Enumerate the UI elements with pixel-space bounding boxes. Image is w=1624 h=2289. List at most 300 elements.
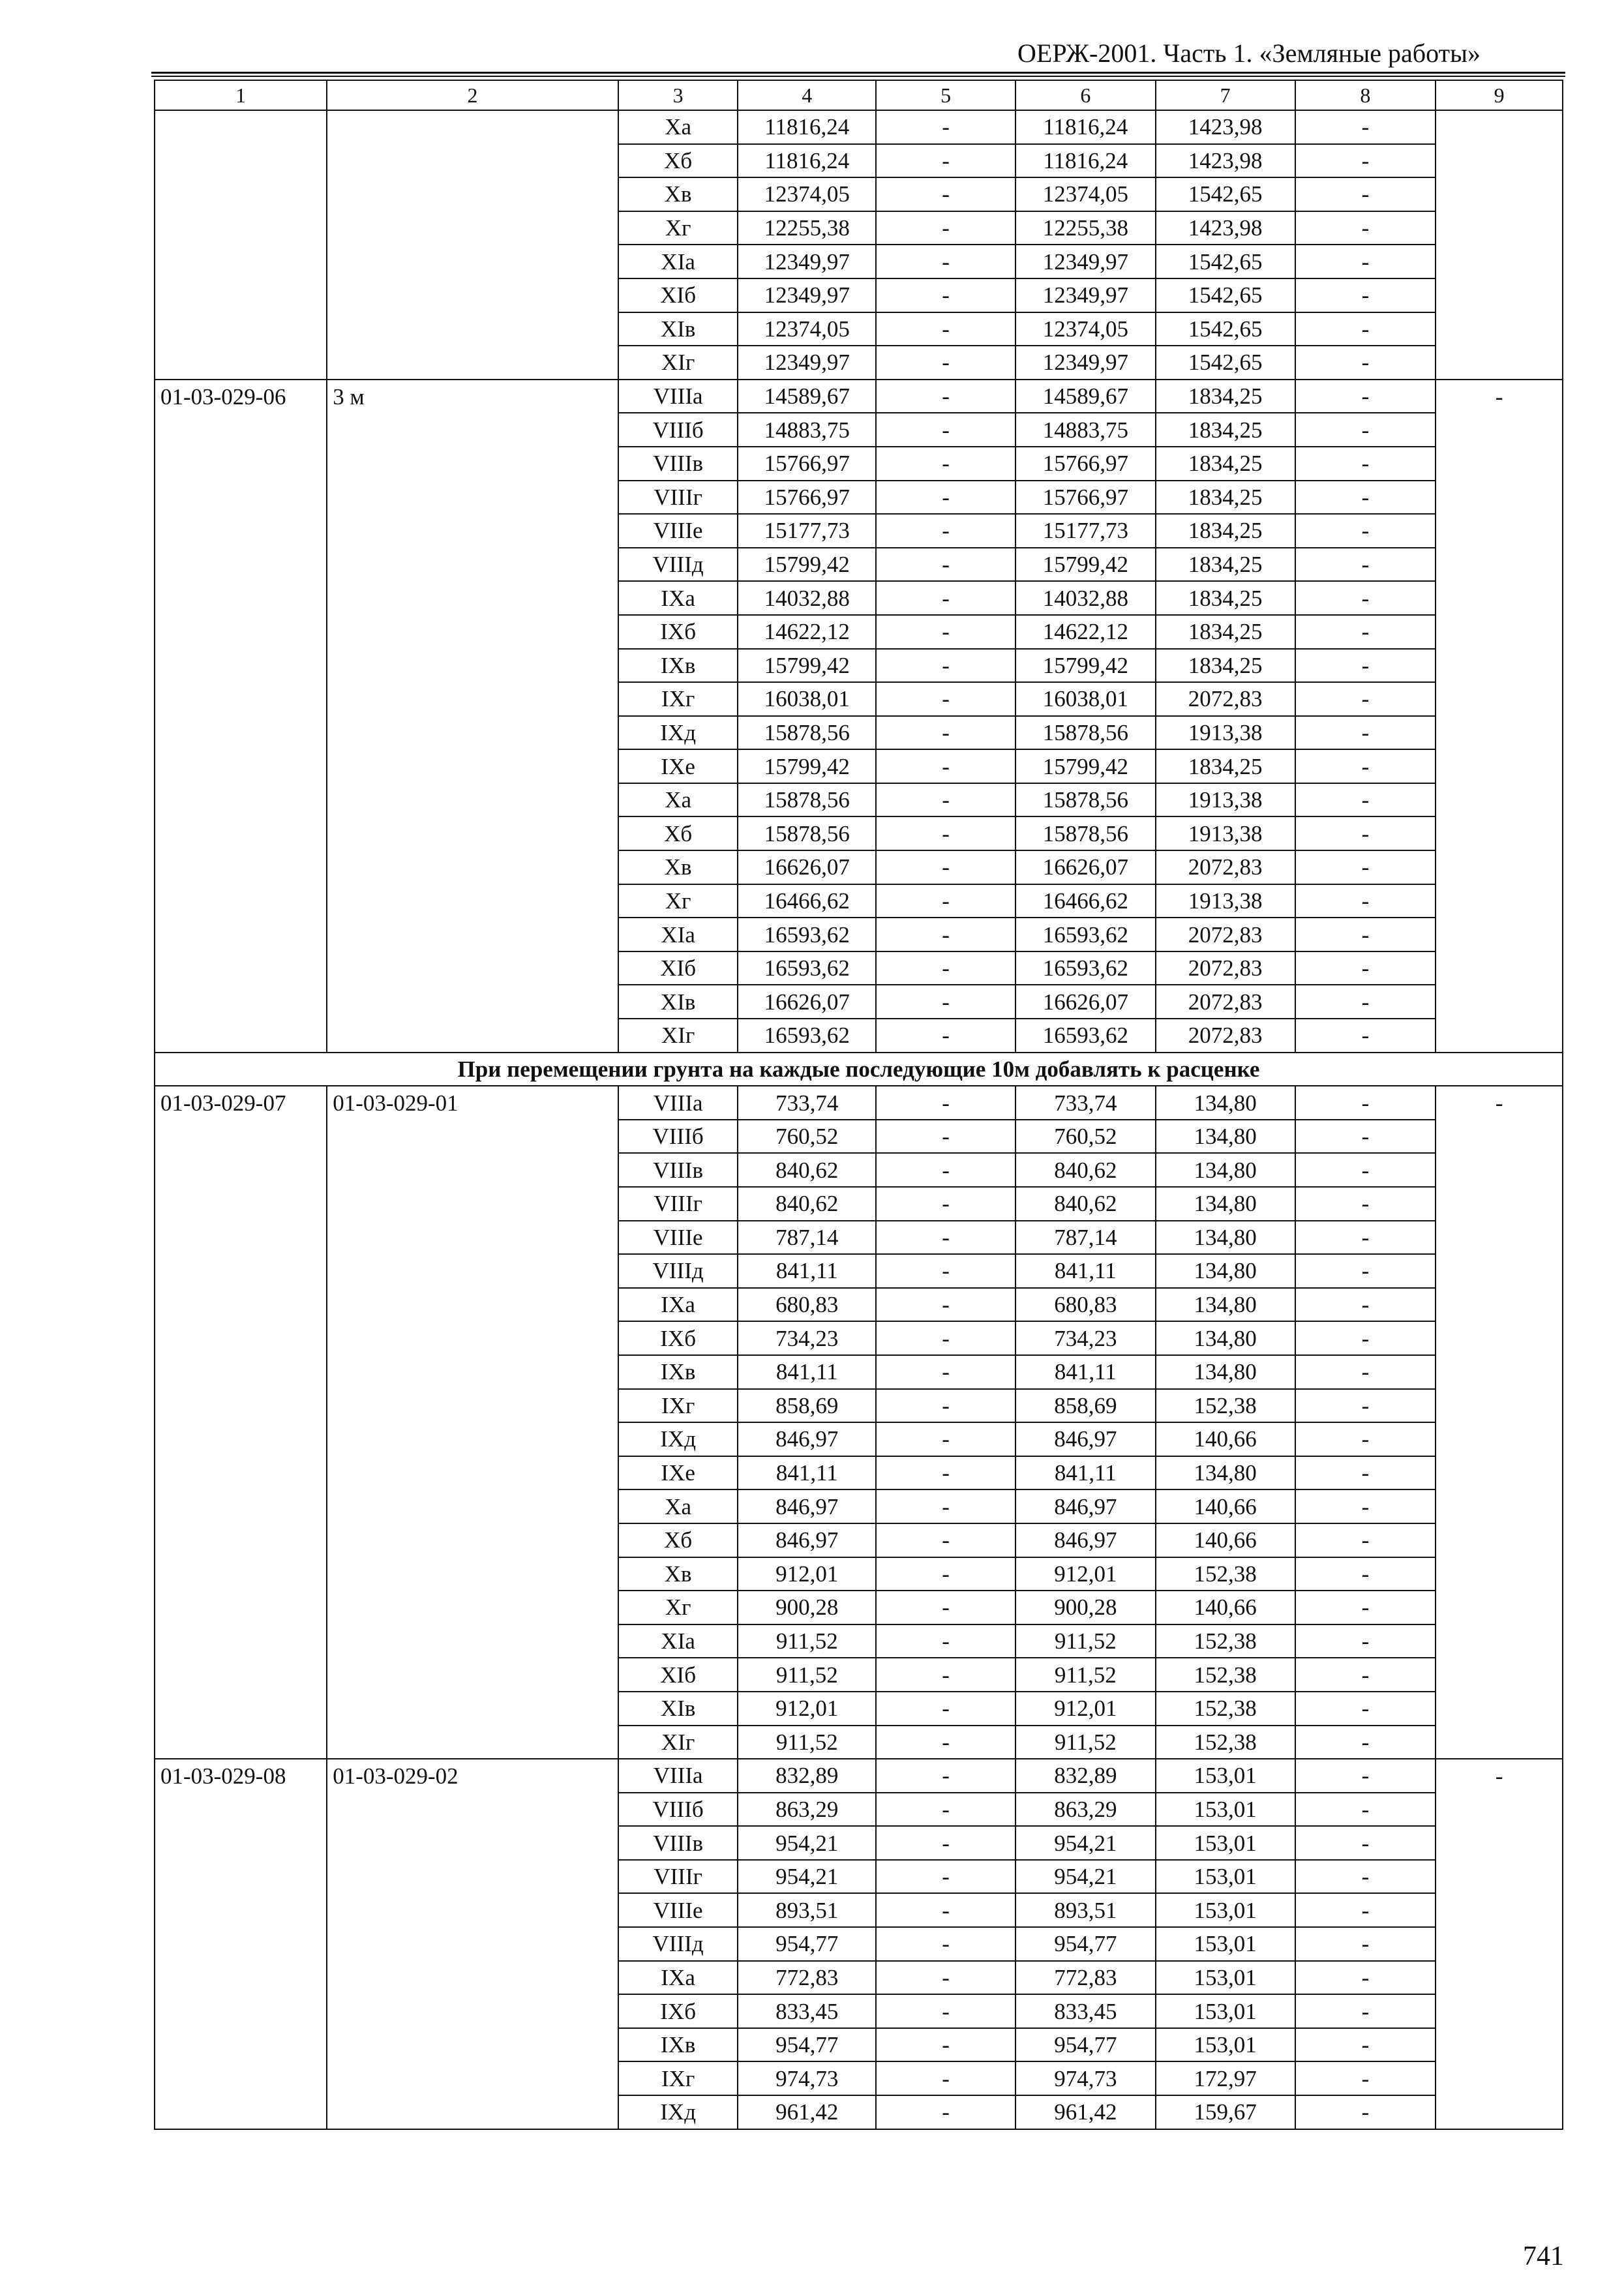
col7-value-cell: 2072,83 [1156,1019,1295,1053]
col8-value-cell: - [1295,1759,1436,1793]
col6-value-cell: 912,01 [1015,1692,1156,1726]
group-cell: IXг [618,2061,738,2095]
col7-value-cell: 153,01 [1156,2028,1295,2062]
col6-value-cell: 841,11 [1015,1355,1156,1389]
col4-value-cell: 840,62 [738,1153,876,1187]
col5-value-cell: - [876,1692,1015,1726]
col8-value-cell: - [1295,413,1436,447]
column-number: 5 [876,80,1015,110]
col5-value-cell: - [876,1726,1015,1759]
col6-value-cell: 12255,38 [1015,211,1156,245]
col8-value-cell: - [1295,1726,1436,1759]
col4-value-cell: 858,69 [738,1389,876,1423]
col5-value-cell: - [876,1086,1015,1120]
col6-value-cell: 15799,42 [1015,649,1156,683]
group-cell: IXг [618,682,738,716]
col6-value-cell: 900,28 [1015,1591,1156,1624]
col8-value-cell: - [1295,380,1436,413]
col5-value-cell: - [876,1422,1015,1456]
col7-value-cell: 140,66 [1156,1422,1295,1456]
col8-value-cell: - [1295,749,1436,783]
col8-value-cell: - [1295,918,1436,951]
col4-value-cell: 12374,05 [738,177,876,211]
col8-value-cell: - [1295,2061,1436,2095]
col5-value-cell: - [876,514,1015,548]
col5-value-cell: - [876,1557,1015,1591]
col4-value-cell: 680,83 [738,1288,876,1322]
col5-value-cell: - [876,985,1015,1019]
col7-value-cell: 140,66 [1156,1591,1295,1624]
col5-value-cell: - [876,177,1015,211]
col7-value-cell: 153,01 [1156,1759,1295,1793]
group-cell: VIIIг [618,1860,738,1894]
table-row [155,110,1563,144]
col5-value-cell: - [876,548,1015,582]
group-cell: Xв [618,1557,738,1591]
col6-value-cell: 846,97 [1015,1489,1156,1523]
col6-value-cell: 15799,42 [1015,749,1156,783]
col4-value-cell: 912,01 [738,1557,876,1591]
group-cell: IXг [618,1389,738,1423]
col6-value-cell: 16466,62 [1015,884,1156,918]
col7-value-cell: 134,80 [1156,1254,1295,1288]
col4-value-cell: 16626,07 [738,850,876,884]
col7-value-cell: 1423,98 [1156,211,1295,245]
col7-value-cell: 152,38 [1156,1726,1295,1759]
col8-value-cell: - [1295,850,1436,884]
col8-value-cell: - [1295,481,1436,515]
col6-value-cell: 14589,67 [1015,380,1156,413]
group-cell: XIг [618,346,738,380]
col4-value-cell: 15878,56 [738,816,876,850]
col8-value-cell: - [1295,1893,1436,1927]
col5-value-cell: - [876,1019,1015,1053]
table-body [155,80,1563,2129]
col7-value-cell: 134,80 [1156,1086,1295,1120]
col6-value-cell: 772,83 [1015,1961,1156,1995]
col7-value-cell: 159,67 [1156,2095,1295,2129]
col8-value-cell: - [1295,110,1436,144]
col5-value-cell: - [876,1624,1015,1658]
col8-value-cell: - [1295,1994,1436,2028]
group-cell: IXд [618,1422,738,1456]
column-number: 3 [618,80,738,110]
price-table [154,80,1563,2130]
col8-value-cell: - [1295,1624,1436,1658]
col6-value-cell: 954,21 [1015,1826,1156,1860]
group-cell: XIв [618,1692,738,1726]
col6-value-cell: 911,52 [1015,1624,1156,1658]
col5-value-cell: - [876,278,1015,312]
col6-value-cell: 15766,97 [1015,447,1156,481]
col8-value-cell: - [1295,2028,1436,2062]
col4-value-cell: 12349,97 [738,346,876,380]
col7-value-cell: 1913,38 [1156,716,1295,750]
col6-value-cell: 954,77 [1015,2028,1156,2062]
page-header-title: ОЕРЖ-2001. Часть 1. «Земляные работы» [1017,38,1481,68]
col5-value-cell: - [876,413,1015,447]
col6-value-cell: 911,52 [1015,1726,1156,1759]
col4-value-cell: 954,21 [738,1860,876,1894]
col6-value-cell: 15878,56 [1015,783,1156,817]
col4-value-cell: 11816,24 [738,144,876,178]
col5-value-cell: - [876,1221,1015,1255]
col8-value-cell: - [1295,1120,1436,1154]
col4-value-cell: 16593,62 [738,918,876,951]
col8-value-cell: - [1295,1254,1436,1288]
col4-value-cell: 16593,62 [738,1019,876,1053]
description-cell [327,110,618,380]
col7-value-cell: 2072,83 [1156,682,1295,716]
group-cell: VIIIa [618,1086,738,1120]
col4-value-cell: 16593,62 [738,951,876,985]
code-cell: 01-03-029-07 [155,1086,327,1759]
group-cell: Xг [618,211,738,245]
col9-cell: - [1436,1759,1563,2129]
col8-value-cell: - [1295,1422,1436,1456]
note-text: При перемещении грунта на каждые последующие 10м добавлять к расценке [155,1053,1563,1086]
col7-value-cell: 1834,25 [1156,581,1295,615]
col8-value-cell: - [1295,1288,1436,1322]
col8-value-cell: - [1295,144,1436,178]
col5-value-cell: - [876,2095,1015,2129]
group-cell: IXв [618,2028,738,2062]
code-cell [155,110,327,380]
col7-value-cell: 1913,38 [1156,783,1295,817]
col8-value-cell: - [1295,1961,1436,1995]
col8-value-cell: - [1295,1019,1436,1053]
col7-value-cell: 1423,98 [1156,110,1295,144]
col7-value-cell: 134,80 [1156,1355,1295,1389]
group-cell: VIIIг [618,1187,738,1221]
col5-value-cell: - [876,581,1015,615]
col5-value-cell: - [876,1658,1015,1692]
col5-value-cell: - [876,2061,1015,2095]
col5-value-cell: - [876,1254,1015,1288]
col4-value-cell: 15799,42 [738,749,876,783]
column-number: 7 [1156,80,1295,110]
col8-value-cell: - [1295,1389,1436,1423]
col4-value-cell: 846,97 [738,1489,876,1523]
col4-value-cell: 974,73 [738,2061,876,2095]
col4-value-cell: 840,62 [738,1187,876,1221]
col8-value-cell: - [1295,1692,1436,1726]
col8-value-cell: - [1295,1086,1436,1120]
col6-value-cell: 680,83 [1015,1288,1156,1322]
col5-value-cell: - [876,1860,1015,1894]
col7-value-cell: 1542,65 [1156,346,1295,380]
col6-value-cell: 846,97 [1015,1523,1156,1557]
group-cell: Xб [618,1523,738,1557]
group-cell: XIг [618,1726,738,1759]
group-cell: Xв [618,850,738,884]
col7-value-cell: 140,66 [1156,1523,1295,1557]
table-row [155,1759,1563,1793]
column-number: 4 [738,80,876,110]
col4-value-cell: 16466,62 [738,884,876,918]
col5-value-cell: - [876,2028,1015,2062]
col6-value-cell: 893,51 [1015,1893,1156,1927]
group-cell: XIa [618,918,738,951]
column-number: 2 [327,80,618,110]
col8-value-cell: - [1295,1557,1436,1591]
col4-value-cell: 734,23 [738,1321,876,1355]
col4-value-cell: 16626,07 [738,985,876,1019]
code-cell: 01-03-029-08 [155,1759,327,2129]
col4-value-cell: 846,97 [738,1422,876,1456]
col7-value-cell: 1834,25 [1156,380,1295,413]
col4-value-cell: 15766,97 [738,481,876,515]
col5-value-cell: - [876,1591,1015,1624]
col7-value-cell: 134,80 [1156,1221,1295,1255]
col8-value-cell: - [1295,1826,1436,1860]
col4-value-cell: 15878,56 [738,716,876,750]
col7-value-cell: 1834,25 [1156,413,1295,447]
col4-value-cell: 954,77 [738,2028,876,2062]
col5-value-cell: - [876,110,1015,144]
col4-value-cell: 15766,97 [738,447,876,481]
col8-value-cell: - [1295,1153,1436,1187]
col5-value-cell: - [876,144,1015,178]
col6-value-cell: 12349,97 [1015,278,1156,312]
table-row [155,380,1563,413]
col6-value-cell: 787,14 [1015,1221,1156,1255]
col6-value-cell: 911,52 [1015,1658,1156,1692]
col4-value-cell: 15878,56 [738,783,876,817]
col5-value-cell: - [876,1153,1015,1187]
col5-value-cell: - [876,245,1015,278]
col4-value-cell: 911,52 [738,1624,876,1658]
col4-value-cell: 911,52 [738,1726,876,1759]
col6-value-cell: 733,74 [1015,1086,1156,1120]
column-number: 6 [1015,80,1156,110]
col6-value-cell: 12349,97 [1015,346,1156,380]
col6-value-cell: 846,97 [1015,1422,1156,1456]
col8-value-cell: - [1295,1355,1436,1389]
col6-value-cell: 15766,97 [1015,481,1156,515]
col7-value-cell: 2072,83 [1156,850,1295,884]
group-cell: IXa [618,581,738,615]
col5-value-cell: - [876,682,1015,716]
table-row [155,1086,1563,1120]
col6-value-cell: 12374,05 [1015,312,1156,346]
col5-value-cell: - [876,1489,1015,1523]
group-cell: VIIIе [618,1221,738,1255]
col6-value-cell: 841,11 [1015,1456,1156,1490]
col7-value-cell: 140,66 [1156,1489,1295,1523]
col5-value-cell: - [876,1927,1015,1961]
col5-value-cell: - [876,481,1015,515]
group-cell: IXв [618,1355,738,1389]
col4-value-cell: 911,52 [738,1658,876,1692]
col7-value-cell: 152,38 [1156,1557,1295,1591]
col5-value-cell: - [876,1456,1015,1490]
col4-value-cell: 841,11 [738,1456,876,1490]
col4-value-cell: 863,29 [738,1793,876,1827]
col4-value-cell: 15799,42 [738,649,876,683]
col4-value-cell: 900,28 [738,1591,876,1624]
col8-value-cell: - [1295,1321,1436,1355]
group-cell: VIIIе [618,514,738,548]
col6-value-cell: 15878,56 [1015,816,1156,850]
group-cell: Xa [618,1489,738,1523]
col5-value-cell: - [876,380,1015,413]
group-cell: VIIIе [618,1893,738,1927]
col8-value-cell: - [1295,1187,1436,1221]
description-cell: 01-03-029-02 [327,1759,618,2129]
group-cell: Xa [618,110,738,144]
col6-value-cell: 14883,75 [1015,413,1156,447]
col7-value-cell: 134,80 [1156,1120,1295,1154]
group-cell: VIIIв [618,447,738,481]
group-cell: XIa [618,1624,738,1658]
col8-value-cell: - [1295,783,1436,817]
col7-value-cell: 1542,65 [1156,312,1295,346]
col4-value-cell: 14622,12 [738,615,876,649]
group-cell: IXa [618,1288,738,1322]
col8-value-cell: - [1295,211,1436,245]
col5-value-cell: - [876,749,1015,783]
header-rule [151,72,1565,74]
column-number: 1 [155,80,327,110]
col6-value-cell: 15799,42 [1015,548,1156,582]
col7-value-cell: 134,80 [1156,1187,1295,1221]
group-cell: XIг [618,1019,738,1053]
group-cell: XIв [618,312,738,346]
col5-value-cell: - [876,850,1015,884]
col5-value-cell: - [876,447,1015,481]
header-rule-thin [151,76,1565,77]
col7-value-cell: 1834,25 [1156,481,1295,515]
col4-value-cell: 15799,42 [738,548,876,582]
col5-value-cell: - [876,649,1015,683]
col6-value-cell: 16038,01 [1015,682,1156,716]
col5-value-cell: - [876,1893,1015,1927]
col8-value-cell: - [1295,312,1436,346]
col8-value-cell: - [1295,816,1436,850]
col5-value-cell: - [876,1994,1015,2028]
column-number: 8 [1295,80,1436,110]
group-cell: IXв [618,649,738,683]
col8-value-cell: - [1295,514,1436,548]
group-cell: XIб [618,1658,738,1692]
col6-value-cell: 833,45 [1015,1994,1156,2028]
col8-value-cell: - [1295,649,1436,683]
group-cell: VIIIв [618,1153,738,1187]
col7-value-cell: 153,01 [1156,1893,1295,1927]
col8-value-cell: - [1295,1221,1436,1255]
col7-value-cell: 134,80 [1156,1153,1295,1187]
col4-value-cell: 11816,24 [738,110,876,144]
col7-value-cell: 134,80 [1156,1321,1295,1355]
group-cell: VIIIa [618,1759,738,1793]
col7-value-cell: 134,80 [1156,1288,1295,1322]
col8-value-cell: - [1295,1523,1436,1557]
col7-value-cell: 172,97 [1156,2061,1295,2095]
col4-value-cell: 841,11 [738,1254,876,1288]
column-number: 9 [1436,80,1563,110]
col7-value-cell: 1542,65 [1156,278,1295,312]
col8-value-cell: - [1295,1793,1436,1827]
group-cell: IXб [618,1994,738,2028]
col7-value-cell: 152,38 [1156,1658,1295,1692]
col6-value-cell: 832,89 [1015,1759,1156,1793]
col4-value-cell: 14032,88 [738,581,876,615]
page-number: 741 [1523,2241,1564,2271]
col7-value-cell: 1913,38 [1156,884,1295,918]
col4-value-cell: 14883,75 [738,413,876,447]
col7-value-cell: 1423,98 [1156,144,1295,178]
col4-value-cell: 772,83 [738,1961,876,1995]
col6-value-cell: 734,23 [1015,1321,1156,1355]
col7-value-cell: 1913,38 [1156,816,1295,850]
col4-value-cell: 760,52 [738,1120,876,1154]
col5-value-cell: - [876,346,1015,380]
col8-value-cell: - [1295,1489,1436,1523]
col8-value-cell: - [1295,245,1436,278]
group-cell: VIIIa [618,380,738,413]
col4-value-cell: 893,51 [738,1893,876,1927]
group-cell: VIIIб [618,1793,738,1827]
col4-value-cell: 12374,05 [738,312,876,346]
group-cell: XIб [618,951,738,985]
col6-value-cell: 15878,56 [1015,716,1156,750]
col4-value-cell: 841,11 [738,1355,876,1389]
col7-value-cell: 153,01 [1156,1961,1295,1995]
col5-value-cell: - [876,816,1015,850]
col6-value-cell: 16593,62 [1015,1019,1156,1053]
group-cell: VIIIв [618,1826,738,1860]
group-cell: IXб [618,615,738,649]
col5-value-cell: - [876,1120,1015,1154]
col6-value-cell: 12349,97 [1015,245,1156,278]
col6-value-cell: 16626,07 [1015,850,1156,884]
col5-value-cell: - [876,783,1015,817]
col8-value-cell: - [1295,1591,1436,1624]
col7-value-cell: 1834,25 [1156,749,1295,783]
col9-cell: - [1436,380,1563,1053]
col8-value-cell: - [1295,884,1436,918]
col5-value-cell: - [876,918,1015,951]
col8-value-cell: - [1295,447,1436,481]
group-cell: VIIIг [618,481,738,515]
col8-value-cell: - [1295,716,1436,750]
group-cell: Xг [618,1591,738,1624]
group-cell: XIб [618,278,738,312]
group-cell: Xб [618,816,738,850]
group-cell: VIIIб [618,1120,738,1154]
col6-value-cell: 12374,05 [1015,177,1156,211]
col6-value-cell: 954,77 [1015,1927,1156,1961]
col7-value-cell: 1834,25 [1156,514,1295,548]
col7-value-cell: 153,01 [1156,1927,1295,1961]
col6-value-cell: 16593,62 [1015,918,1156,951]
col8-value-cell: - [1295,985,1436,1019]
col5-value-cell: - [876,1389,1015,1423]
group-cell: IXa [618,1961,738,1995]
col7-value-cell: 1834,25 [1156,615,1295,649]
col5-value-cell: - [876,312,1015,346]
col6-value-cell: 954,21 [1015,1860,1156,1894]
col9-cell [1436,110,1563,380]
col7-value-cell: 153,01 [1156,1994,1295,2028]
col7-value-cell: 1834,25 [1156,548,1295,582]
col6-value-cell: 15177,73 [1015,514,1156,548]
col5-value-cell: - [876,1288,1015,1322]
col6-value-cell: 858,69 [1015,1389,1156,1423]
col5-value-cell: - [876,1187,1015,1221]
col8-value-cell: - [1295,1860,1436,1894]
